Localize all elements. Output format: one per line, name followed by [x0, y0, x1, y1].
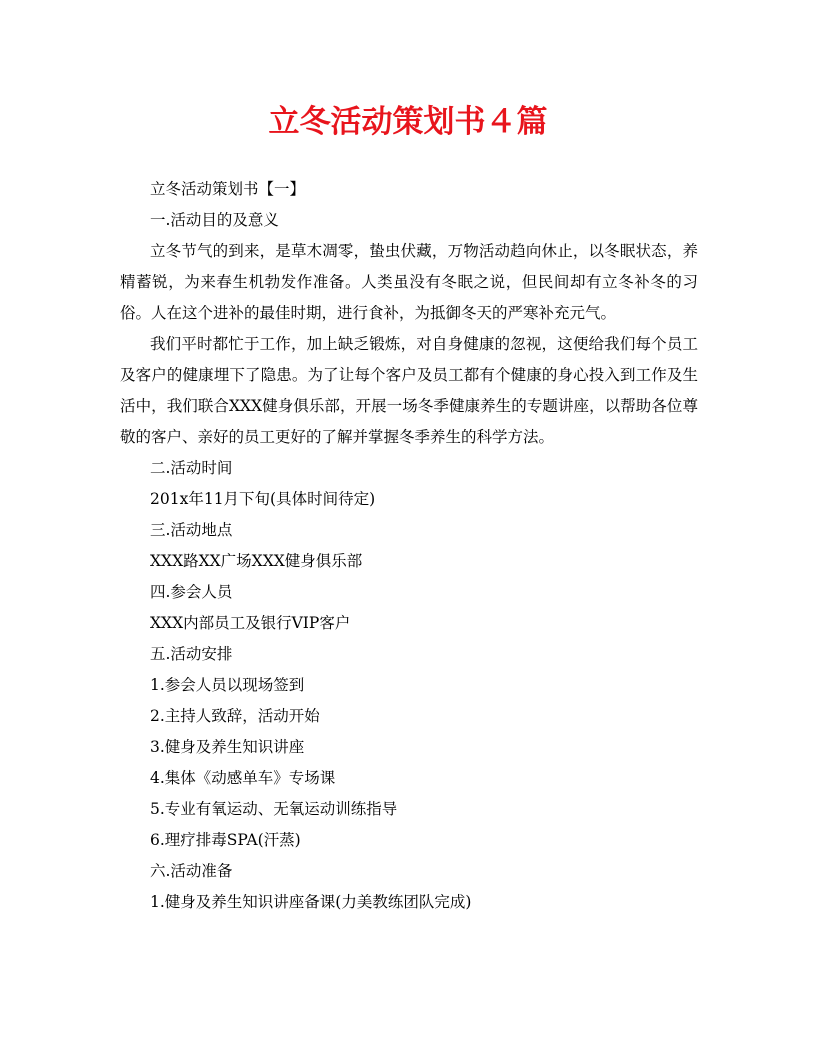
document-title: 立冬活动策划书４篇	[268, 104, 548, 140]
heading-preparation: 六.活动准备	[150, 862, 233, 880]
arrangement-item: 3.健身及养生知识讲座	[150, 738, 305, 756]
heading-place: 三.活动地点	[150, 521, 233, 539]
activity-time: 201x年11月下旬(具体时间待定)	[150, 490, 376, 508]
arrangement-item: 2.主持人致辞，活动开始	[150, 707, 320, 725]
paragraph-purpose-1: 立冬节气的到来，是草木凋零，蛰虫伏藏，万物活动趋向休止，以冬眠状态，养精蓄锐，为来春生机勃发作准备。人类虽没有冬眠之说，但民间却有立冬补冬的习俗。人在这个进补的最佳时期，进行食补，为抵御冬天的严寒补充元气。	[120, 242, 698, 322]
arrangement-item: 5.专业有氧运动、无氧运动训练指导	[150, 800, 398, 818]
participants: XXX内部员工及银行VIP客户	[150, 614, 351, 632]
activity-place: XXX路XX广场XXX健身俱乐部	[150, 552, 363, 570]
arrangement-item: 1.参会人员以现场签到	[150, 676, 305, 694]
arrangement-item: 6.理疗排毒SPA(汗蒸)	[150, 831, 301, 849]
paragraph-purpose-2: 我们平时都忙于工作，加上缺乏锻炼，对自身健康的忽视，这便给我们每个员工及客户的健康埋下了隐患。为了让每个客户及员工都有个健康的身心投入到工作及生活中，我们联合XXX健身俱乐部，开展一场冬季健康养生的专题讲座，以帮助各位尊敬的客户、亲好的员工更好的了解并掌握冬季养生的科学方法。	[120, 335, 698, 446]
heading-arrangement: 五.活动安排	[150, 645, 233, 663]
preparation-item: 1.健身及养生知识讲座备课(力美教练团队完成)	[150, 893, 472, 911]
heading-purpose: 一.活动目的及意义	[150, 211, 279, 229]
section-heading: 立冬活动策划书【一】	[150, 180, 306, 198]
arrangement-item: 4.集体《动感单车》专场课	[150, 769, 336, 787]
document-body	[120, 174, 698, 918]
heading-time: 二.活动时间	[150, 459, 233, 477]
heading-participants: 四.参会人员	[150, 583, 233, 601]
